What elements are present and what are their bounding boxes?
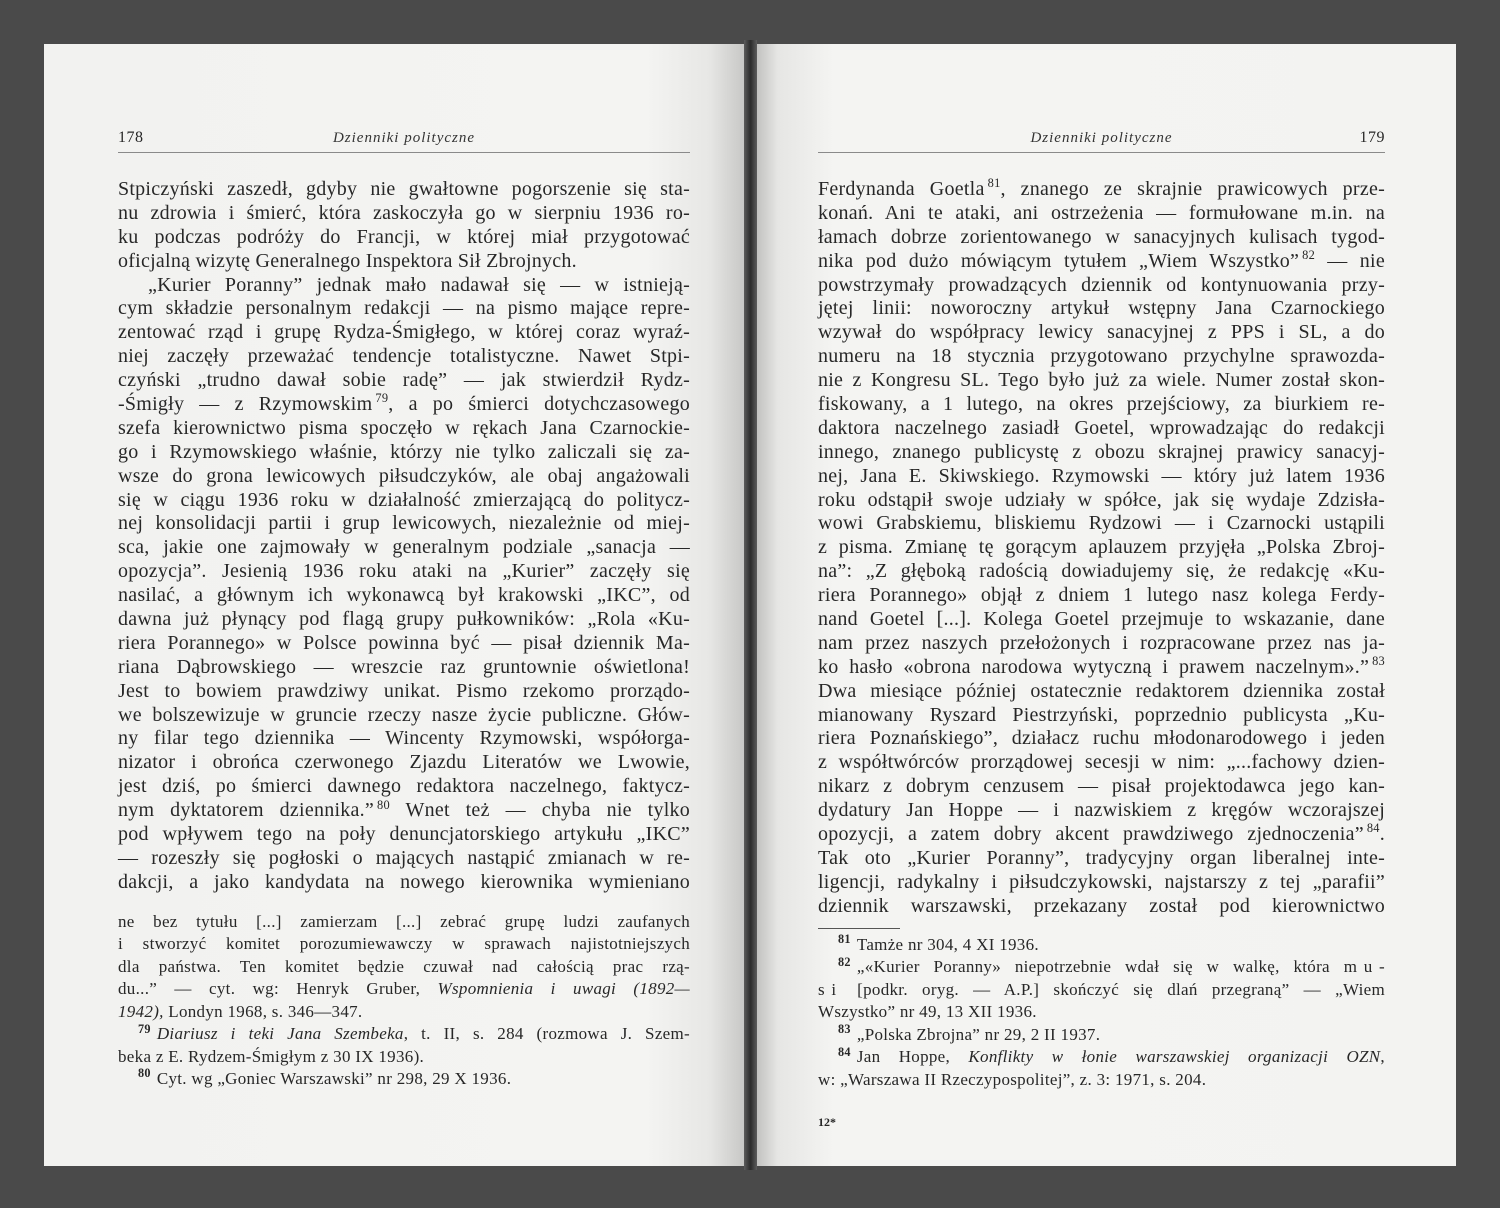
footnote-line — [118, 1001, 690, 1023]
body-line — [818, 226, 1385, 250]
body-line — [118, 489, 690, 513]
text-run: Jest to bowiem prawdziwy unikat. Pismo rzekomo prorządo- — [118, 679, 690, 702]
text-run: , — [1380, 1047, 1385, 1067]
text-run: roku odstąpił swoje udziały w spółce, jak się wydaje Zdzisła- — [818, 488, 1385, 511]
body-line — [118, 751, 690, 775]
body-line — [818, 560, 1385, 584]
text-run: jętej linii: noworoczny artykuł wstępny Jana Czarnockiego — [818, 297, 1385, 320]
text-run: du...” — cyt. wg: Henryk Gruber, — [118, 979, 438, 999]
italic-run: Diariusz i teki Jana Szembeka — [156, 1024, 404, 1044]
body-line — [118, 536, 690, 560]
body-line — [818, 369, 1385, 393]
text-run: ne bez tytułu [...] zamierzam [...] zebrać grupę ludzi zaufanych — [118, 912, 690, 931]
footnote-line — [818, 1069, 1385, 1091]
text-run: powstrzymały prowadzących dziennik od kontynuowania przy- — [818, 273, 1385, 296]
text-run: pod wpływem tego na poły denuncjatorskiego artykułu „IKC” — [118, 823, 690, 846]
body-line — [818, 250, 1385, 274]
spaced-run: si — [818, 979, 843, 999]
body-line — [118, 321, 690, 345]
footnote-line — [118, 1046, 690, 1068]
body-line — [118, 799, 690, 823]
text-run: , t. II, s. 284 (rozmowa J. Szem- — [403, 1024, 690, 1044]
footnotes — [118, 911, 690, 1091]
footnote-line — [118, 1023, 690, 1045]
body-line — [818, 895, 1385, 919]
body-line — [818, 680, 1385, 704]
footnote-line — [118, 978, 690, 1000]
body-line — [118, 871, 690, 895]
text-run: wsze do grona lewicowych piłsudczyków, ale obaj angażowali — [118, 464, 690, 487]
text-run: dziennik warszawski, przekazany został pod kierownictwo — [818, 894, 1385, 917]
body-line — [118, 345, 690, 369]
text-run: nej konsolidacji partii i grup lewicowych, niezależnie od miej- — [118, 512, 690, 535]
footnote-number: 80 — [138, 1066, 151, 1081]
text-run: Tamże nr 304, 4 XI 1936. — [856, 935, 1039, 954]
text-run: daktora naczelnego zasiadł Goetel, wprowadzając do redakcji — [818, 416, 1385, 439]
text-run: - — [1379, 957, 1385, 977]
text-run: nu zdrowia i śmierć, która zaskoczyła go w sierpniu 1936 ro- — [118, 201, 690, 224]
text-run: nikarz z dobrym cenzusem — pisał projektodawca jego kan- — [818, 775, 1385, 798]
body-line — [118, 632, 690, 656]
body-line — [118, 560, 690, 584]
text-run: opozycji, a zatem dobry akcent prawdziwego zjednoczenia” — [818, 823, 1364, 846]
text-run: nej, Jana E. Skiwskiego. Rzymowski — który już latem 1936 — [818, 464, 1385, 487]
footnote-line — [818, 956, 1385, 978]
text-run: Wnet też — chyba nie tylko — [389, 799, 691, 822]
text-run: opozycja”. Jesienią 1936 roku ataki na „Kurier” zaczęły się — [118, 560, 690, 583]
text-run: . — [1379, 823, 1385, 846]
body-line — [818, 847, 1385, 871]
body-line — [118, 512, 690, 536]
body-line — [118, 226, 690, 250]
footnote-line — [818, 1001, 1385, 1023]
footnote-line — [118, 911, 690, 933]
footnote-ref: 79 — [375, 391, 389, 406]
text-run: nizator i obrońca czerwonego Zjazdu Literatów we Lwowie, — [118, 751, 690, 774]
text-run: Stpiczyński zaszedł, gdyby nie gwałtowne pogorszenie się sta- — [118, 178, 690, 200]
text-run: riera Porannego» objął z dniem 1 lutego nasz kolega Ferdy- — [818, 584, 1385, 607]
footnote-line — [818, 1024, 1385, 1046]
text-run: Tak oto „Kurier Poranny”, tradycyjny organ liberalnej inte- — [818, 846, 1385, 869]
text-run: mianowany Ryszard Piestrzyński, poprzednio publicysta „Ku- — [818, 703, 1385, 726]
footnote-line — [818, 934, 1385, 956]
text-run: szefa kierownictwo pisma spoczęło w rękach Jana Czarnockie- — [118, 416, 690, 439]
text-run: — rozeszły się pogłoski o mających nastąpić zmianach w re- — [118, 846, 690, 869]
running-head: Dzienniki polityczne — [332, 129, 476, 146]
body-line — [818, 465, 1385, 489]
text-run: Cyt. wg „Goniec Warszawski” nr 298, 29 X 1936. — [156, 1069, 512, 1089]
footnote-ref: 84 — [1366, 821, 1380, 836]
body-line — [818, 656, 1385, 680]
text-run: riana Dąbrowskiego — wreszcie raz gruntownie oświetlona! — [118, 655, 690, 678]
text-run: numeru na 18 stycznia przygotowano przychylne sprawozda- — [818, 345, 1385, 368]
text-run: się w ciągu 1936 roku w działalność zmierzającą do politycz- — [118, 488, 690, 511]
text-run: riera Poznańskiego”, działacz ruchu młodonarodowego i jeden — [818, 727, 1385, 750]
text-run: na”: „Z głęboką radością dowiadujemy się, że redakcję «Ku- — [818, 560, 1385, 583]
footnote-separator — [818, 928, 900, 929]
body-line — [118, 274, 690, 298]
text-run: wzywał do współpracy lewicy sanacyjnej z PPS i SL, a do — [818, 321, 1385, 344]
footnote-number: 79 — [138, 1021, 151, 1036]
footnote-ref: 82 — [1302, 248, 1316, 263]
body-line — [818, 321, 1385, 345]
text-run: ny filar tego dziennika — Wincenty Rzymowski, współorga- — [118, 727, 690, 750]
text-run: z współtwórców prorządowej secesji w nim: „...fachowy dzien- — [818, 751, 1385, 774]
text-run: Dwa miesiące później ostatecznie redaktorem dziennika został — [818, 679, 1385, 702]
body-line — [818, 441, 1385, 465]
body-line — [118, 847, 690, 871]
text-run: oficjalną wizytę Generalnego Inspektora Sił Zbrojnych. — [118, 249, 577, 272]
body-line — [118, 727, 690, 751]
text-run: ku podczas podróży do Francji, w której miał przygotować — [118, 225, 690, 248]
text-run: „Kurier Poranny” jednak mało nadawał się — w istnieją- — [148, 273, 690, 296]
text-run: dla państwa. Ten komitet będzie czuwał nad całością prac rzą- — [118, 956, 690, 976]
text-run: w: „Warszawa II Rzeczypospolitej”, z. 3: 1971, s. 204. — [818, 1069, 1207, 1089]
text-run: [podkr. oryg. — A.P.] skończyć się dlań przegraną” — „Wiem — [842, 979, 1385, 999]
text-run: nym dyktatorem dziennika.” — [118, 799, 375, 822]
body-line — [818, 512, 1385, 536]
body-line — [118, 250, 690, 274]
body-line — [118, 680, 690, 704]
body-line — [818, 489, 1385, 513]
footnote-number: 81 — [838, 932, 851, 947]
body-line — [818, 393, 1385, 417]
footnote-number: 84 — [838, 1044, 851, 1059]
text-run: czyński „trudno dawał sobie radę” — jak stwierdził Rydz- — [118, 369, 690, 392]
body-line — [118, 608, 690, 632]
text-run: , a po śmierci dotychczasowego — [388, 393, 690, 416]
body-line — [118, 775, 690, 799]
body-line — [118, 704, 690, 728]
book-gutter — [744, 40, 757, 1170]
body-line — [118, 202, 690, 226]
body-text — [818, 178, 1385, 919]
text-run: nie z Kongresu SL. Tego było już za wiele. Numer został skon- — [818, 369, 1385, 392]
text-run: fiskowany, a 1 lutego, na okres przejściowy, za biurkiem re- — [818, 393, 1385, 416]
text-run: nasilać, a głównym ich wykonawcą był krakowski „IKC”, od — [118, 584, 690, 607]
body-line — [818, 632, 1385, 656]
body-line — [818, 202, 1385, 226]
body-line — [118, 297, 690, 321]
text-run: ko hasło «obrona narodowa wytyczną i prawem naczelnym».” — [818, 655, 1370, 678]
text-run: riera Porannego» w Polsce powinna być — pisał dziennik Ma- — [118, 631, 690, 654]
body-line — [118, 369, 690, 393]
body-line — [818, 297, 1385, 321]
body-line — [818, 727, 1385, 751]
text-run: beka z E. Rydzem-Śmigłym z 30 IX 1936). — [118, 1046, 425, 1066]
text-run: i stworzyć komitet porozumiewawczy w sprawach najistotniejszych — [118, 934, 690, 954]
body-line — [818, 751, 1385, 775]
body-line — [818, 178, 1385, 202]
body-line — [118, 178, 690, 202]
body-line — [818, 704, 1385, 728]
footnote-number: 82 — [838, 954, 851, 969]
text-run: dawna już płynący pod flagą grupy pułkowników: „Rola «Ku- — [118, 608, 690, 631]
text-run: Londyn 1968, s. 346—347. — [163, 1001, 363, 1021]
body-line — [818, 871, 1385, 895]
text-run: we bolszewizuje w gruncie rzeczy nasze życie publiczne. Głów- — [118, 703, 690, 726]
body-line — [118, 441, 690, 465]
italic-run: Konflikty w łonie warszawskiej organizacji OZN — [968, 1047, 1381, 1067]
text-run: dydatury Jan Hoppe — i nazwiskiem z kręgów wczorajszej — [818, 799, 1385, 822]
running-head: Dzienniki polityczne — [1030, 129, 1173, 146]
text-run: cym składzie personalnym redakcji — na pismo mające repre- — [118, 297, 690, 320]
text-run: niej zaczęły przeważać tendencje totalistyczne. Nawet Stpi- — [118, 345, 690, 368]
spaced-run: mu — [1343, 957, 1380, 977]
text-run: Wszystko” nr 49, 13 XII 1936. — [818, 1002, 1037, 1022]
body-line — [818, 799, 1385, 823]
text-run: zentować rząd i grupę Rydza-Śmigłego, w której coraz wyraź- — [118, 321, 690, 344]
footnote-ref: 81 — [987, 176, 1001, 191]
text-run: nam przez naszych przełożonych i rozpracowane przez nas ja- — [818, 631, 1385, 654]
footnote-line — [118, 1068, 690, 1090]
footnote-line — [818, 979, 1385, 1001]
text-run: „«Kurier Poranny» niepotrzebnie wdał się w walkę, która — [856, 957, 1344, 977]
body-line — [818, 823, 1385, 847]
footnote-number: 83 — [838, 1022, 851, 1037]
right-page — [757, 44, 1456, 1166]
text-run: go i Rzymowskiego właśnie, którzy nie tylko zaliczali się za- — [118, 440, 690, 463]
text-run: Ferdynanda Goetla — [818, 178, 985, 200]
italic-run: Wspomnienia i uwagi (1892— — [437, 979, 690, 999]
body-line — [818, 417, 1385, 441]
body-line — [118, 823, 690, 847]
footnotes — [818, 934, 1385, 1091]
body-line — [818, 775, 1385, 799]
text-run: innego, znanego publicystę z obozu skrajnej prawicy sanacyj- — [818, 440, 1385, 463]
body-line — [118, 393, 690, 417]
text-run: dakcji, a jako kandydata na nowego kierownika wymieniano — [118, 870, 690, 893]
body-line — [818, 584, 1385, 608]
page-number: 178 — [118, 129, 144, 146]
text-run: łamach dobrze zorientowanego w sanacyjnych kulisach tygod- — [818, 225, 1385, 248]
body-line — [118, 584, 690, 608]
text-run: -Śmigły — z Rzymowskim — [118, 393, 373, 416]
text-run: wowi Grabskiemu, bliskiemu Rydzowi — i Czarnocki ustąpili — [818, 512, 1385, 535]
text-run: z pisma. Zmianę tę gorącym aplauzem przyjęła „Polska Zbroj- — [818, 536, 1385, 559]
body-line — [118, 465, 690, 489]
text-run: ligencji, radykalny i piłsudczykowski, najstarszy z tej „parafii” — [818, 870, 1385, 893]
signature-mark: 12* — [818, 1115, 836, 1129]
left-page — [44, 44, 744, 1166]
page-number: 179 — [1359, 129, 1385, 146]
footnote-ref: 83 — [1372, 654, 1385, 669]
text-run: nika pod dużo mówiącym tytułem „Wiem Wszystko” — [818, 249, 1300, 272]
body-line — [818, 345, 1385, 369]
body-line — [818, 608, 1385, 632]
text-run: „Polska Zbrojna” nr 29, 2 II 1937. — [856, 1024, 1101, 1044]
footnote-line — [118, 956, 690, 978]
text-run: konań. Ani te ataki, ani ostrzeżenia — formułowane m.in. na — [818, 201, 1385, 224]
page-header — [118, 124, 690, 153]
text-run: jest dziś, po śmierci dawnego redaktora naczelnego, faktycz- — [118, 775, 690, 798]
footnote-line — [818, 1046, 1385, 1068]
page-header — [818, 124, 1385, 153]
text-run: , znanego ze skrajnie prawicowych prze- — [1000, 178, 1385, 200]
text-run: nand Goetel [...]. Kolega Goetel przejmuje to wskazanie, dane — [818, 608, 1385, 631]
body-line — [818, 274, 1385, 298]
body-text — [118, 178, 690, 895]
italic-run: 1942), — [118, 1001, 164, 1021]
body-line — [118, 656, 690, 680]
text-run: — nie — [1315, 249, 1385, 272]
body-line — [118, 417, 690, 441]
footnote-line — [118, 933, 690, 955]
footnote-ref: 80 — [377, 797, 390, 812]
text-run: Jan Hoppe, — [856, 1047, 969, 1067]
text-run: sca, jakie one zajmowały w generalnym podziale „sanacja — — [118, 536, 690, 559]
body-line — [818, 536, 1385, 560]
